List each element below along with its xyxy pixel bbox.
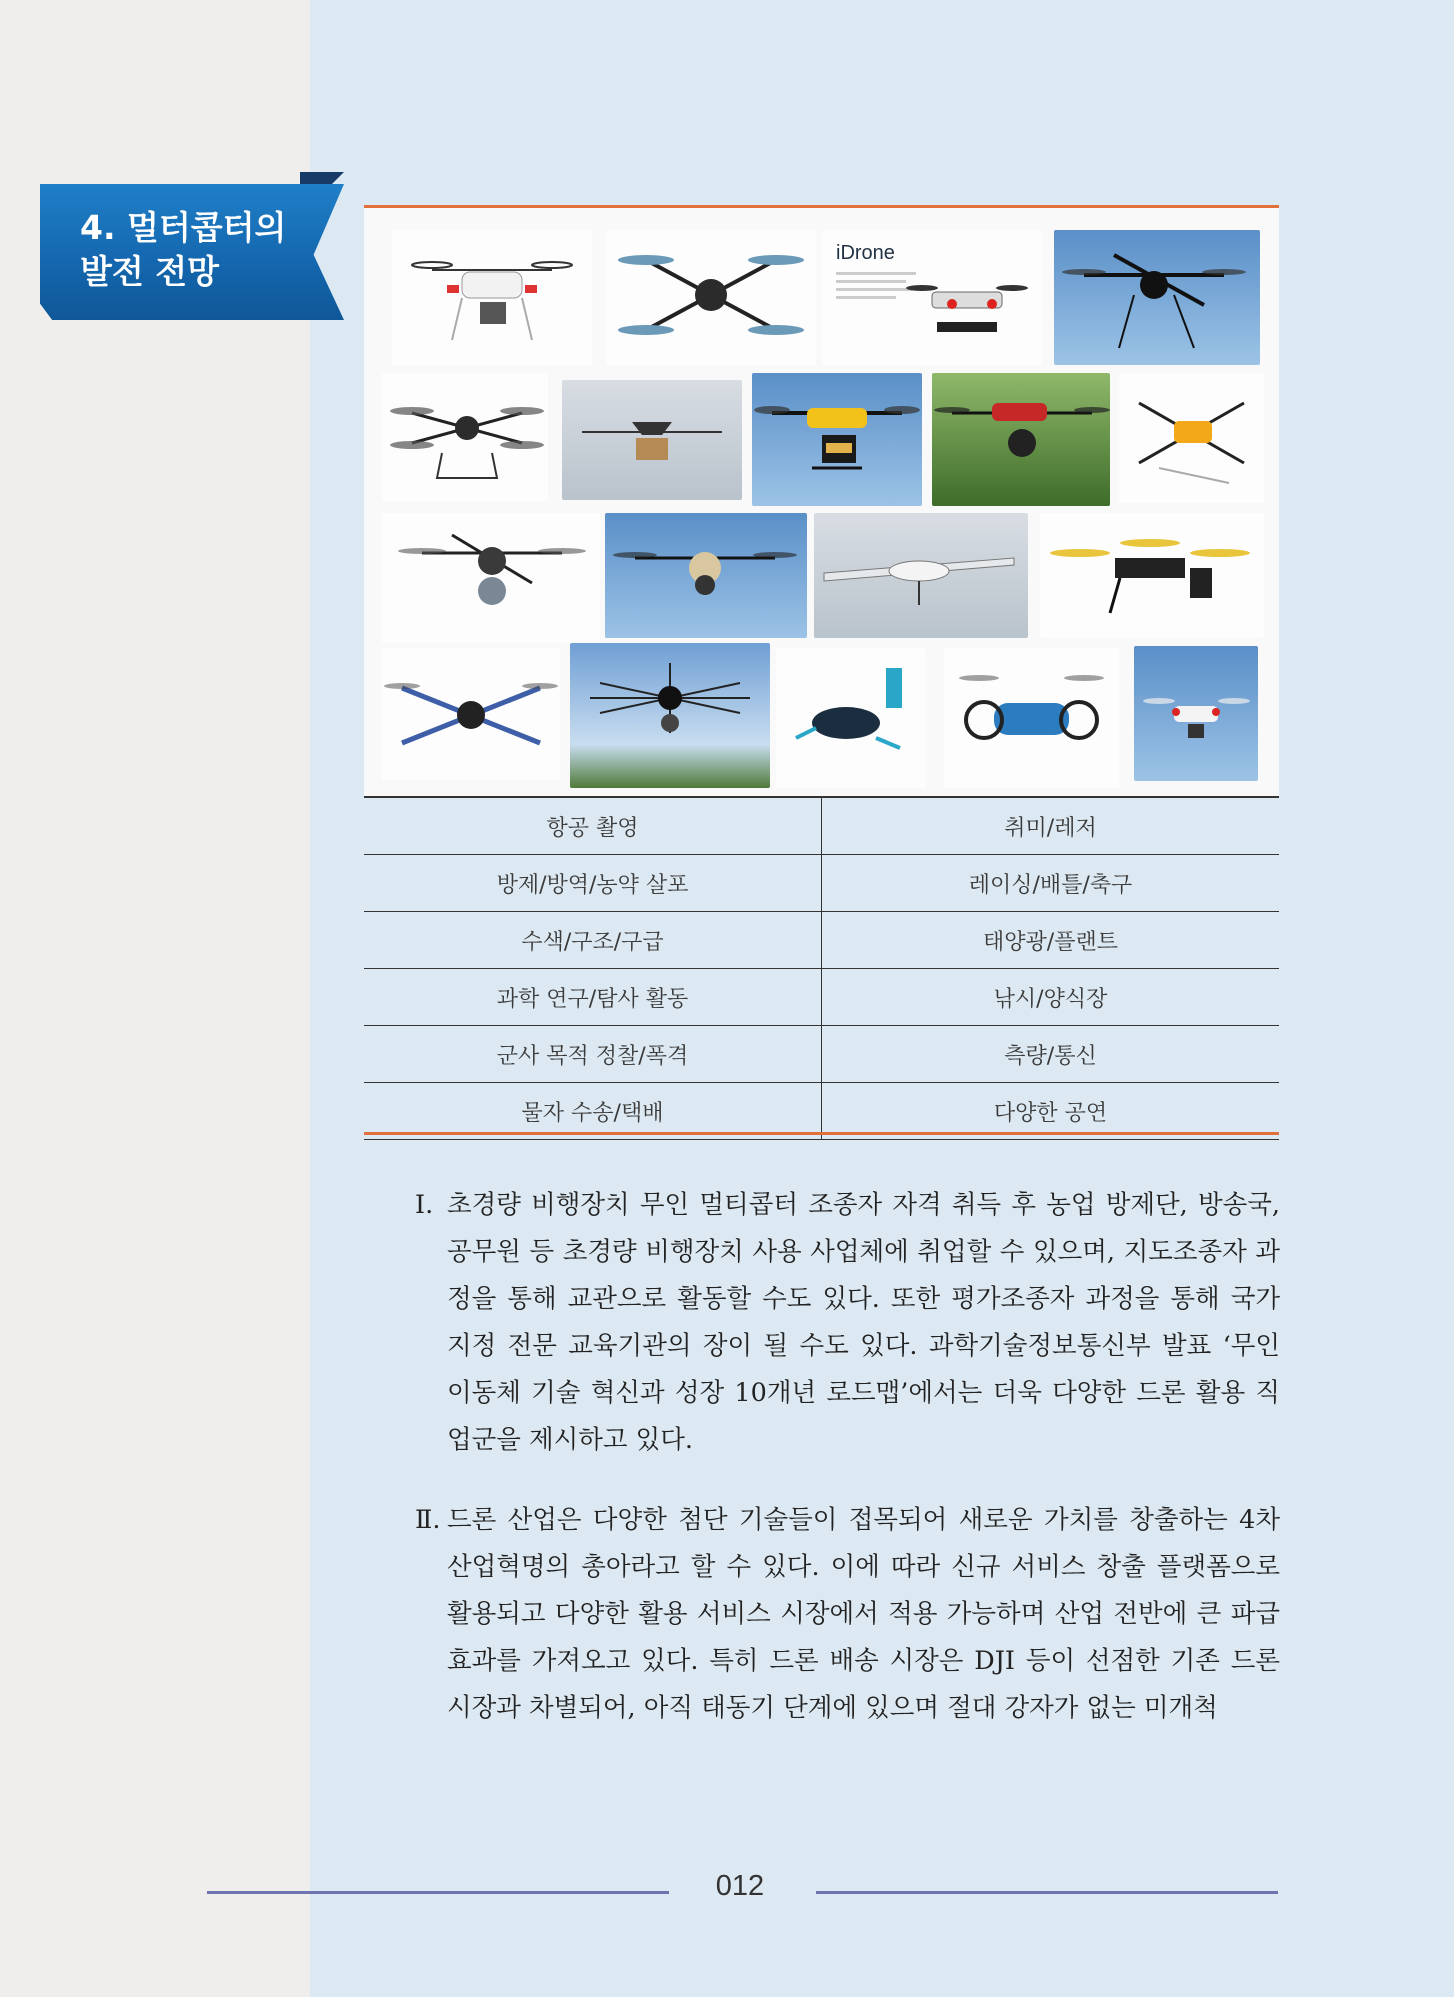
drone-photo xyxy=(562,380,742,500)
paragraph-number: Ⅱ. xyxy=(415,1505,441,1535)
table-row xyxy=(364,912,1279,969)
drone-figure-panel xyxy=(364,205,1279,1135)
table-cell: 태양광/플랜트 xyxy=(822,912,1280,969)
drone-photo xyxy=(382,648,560,780)
table-row xyxy=(364,797,1279,855)
drone-photo xyxy=(944,648,1119,788)
drone-photo xyxy=(382,373,548,501)
drone-photo xyxy=(1119,373,1264,503)
table-cell: 취미/레저 xyxy=(822,797,1280,855)
section-title-line1: 4. 멀터콥터의 xyxy=(80,208,287,247)
drone-photo xyxy=(814,513,1028,638)
drone-photo xyxy=(605,513,807,638)
section-title xyxy=(80,206,300,294)
drone-photo xyxy=(606,230,816,365)
drone-photo xyxy=(752,373,922,506)
drone-photo xyxy=(776,648,926,788)
table-cell: 레이싱/배틀/축구 xyxy=(822,855,1280,912)
drone-photo xyxy=(932,373,1110,506)
table-row xyxy=(364,969,1279,1026)
footer-line-right xyxy=(816,1891,1278,1894)
paragraph-number: Ⅰ. xyxy=(415,1190,434,1220)
table-cell: 항공 촬영 xyxy=(364,797,822,855)
table-row xyxy=(364,1083,1279,1140)
table-cell: 군사 목적 정찰/폭격 xyxy=(364,1026,822,1083)
table-row xyxy=(364,855,1279,912)
table-cell: 방제/방역/농약 살포 xyxy=(364,855,822,912)
paragraph-1 xyxy=(415,1182,1280,1464)
drone-photo xyxy=(382,513,600,643)
drone-photo-collage xyxy=(364,208,1279,796)
paragraph-2 xyxy=(415,1497,1280,1732)
table-cell: 낚시/양식장 xyxy=(822,969,1280,1026)
table-row xyxy=(364,1026,1279,1083)
drone-photo xyxy=(570,643,770,788)
table-cell: 측량/통신 xyxy=(822,1026,1280,1083)
paragraph-text: 초경량 비행장치 무인 멀티콥터 조종자 자격 취득 후 농업 방제단, 방송국, 공무원 등 초경량 비행장치 사용 사업체에 취업할 수 있으며, 지도조종자 과정을 통해 교관으로 활동할 수도 있다. 또한 평가조종자 과정을 통해 국가 지정 전문 교육기관의 장이 될 수도 있다. 과학기술정보통신부 발표 ‘무인 이동체 기술 혁신과 성장 10개년 로드맵’에서는 더욱 다양한 드론 활용 직업군을 제시하고 있다. xyxy=(447,1190,1280,1455)
drone-photo xyxy=(1054,230,1260,365)
paragraph-text: 드론 산업은 다양한 첨단 기술들이 접목되어 새로운 가치를 창출하는 4차 산업혁명의 총아라고 할 수 있다. 이에 따라 신규 서비스 창출 플랫폼으로 활용되고 다양한 활용 서비스 시장에서 적용 가능하며 산업 전반에 큰 파급 효과를 가져오고 있다. 특히 드론 배송 시장은 DJI 등이 선점한 기존 드론 시장과 차별되어, 아직 태동기 단계에 있으며 절대 강자가 없는 미개척 xyxy=(447,1505,1280,1723)
table-cell: 과학 연구/탐사 활동 xyxy=(364,969,822,1026)
table-cell: 수색/구조/구급 xyxy=(364,912,822,969)
footer-line-left xyxy=(207,1891,669,1894)
section-title-line2: 발전 전망 xyxy=(80,252,220,291)
drone-uses-table xyxy=(364,796,1279,1140)
drone-photo-idrone xyxy=(822,230,1042,365)
bottom-rule xyxy=(364,1132,1279,1135)
idrone-caption: iDrone xyxy=(836,242,895,264)
page-number: 012 xyxy=(715,1870,765,1902)
drone-photo xyxy=(1134,646,1258,781)
table-cell: 다양한 공연 xyxy=(822,1083,1280,1140)
table-cell: 물자 수송/택배 xyxy=(364,1083,822,1140)
drone-photo xyxy=(1040,513,1264,638)
drone-photo xyxy=(392,230,592,365)
